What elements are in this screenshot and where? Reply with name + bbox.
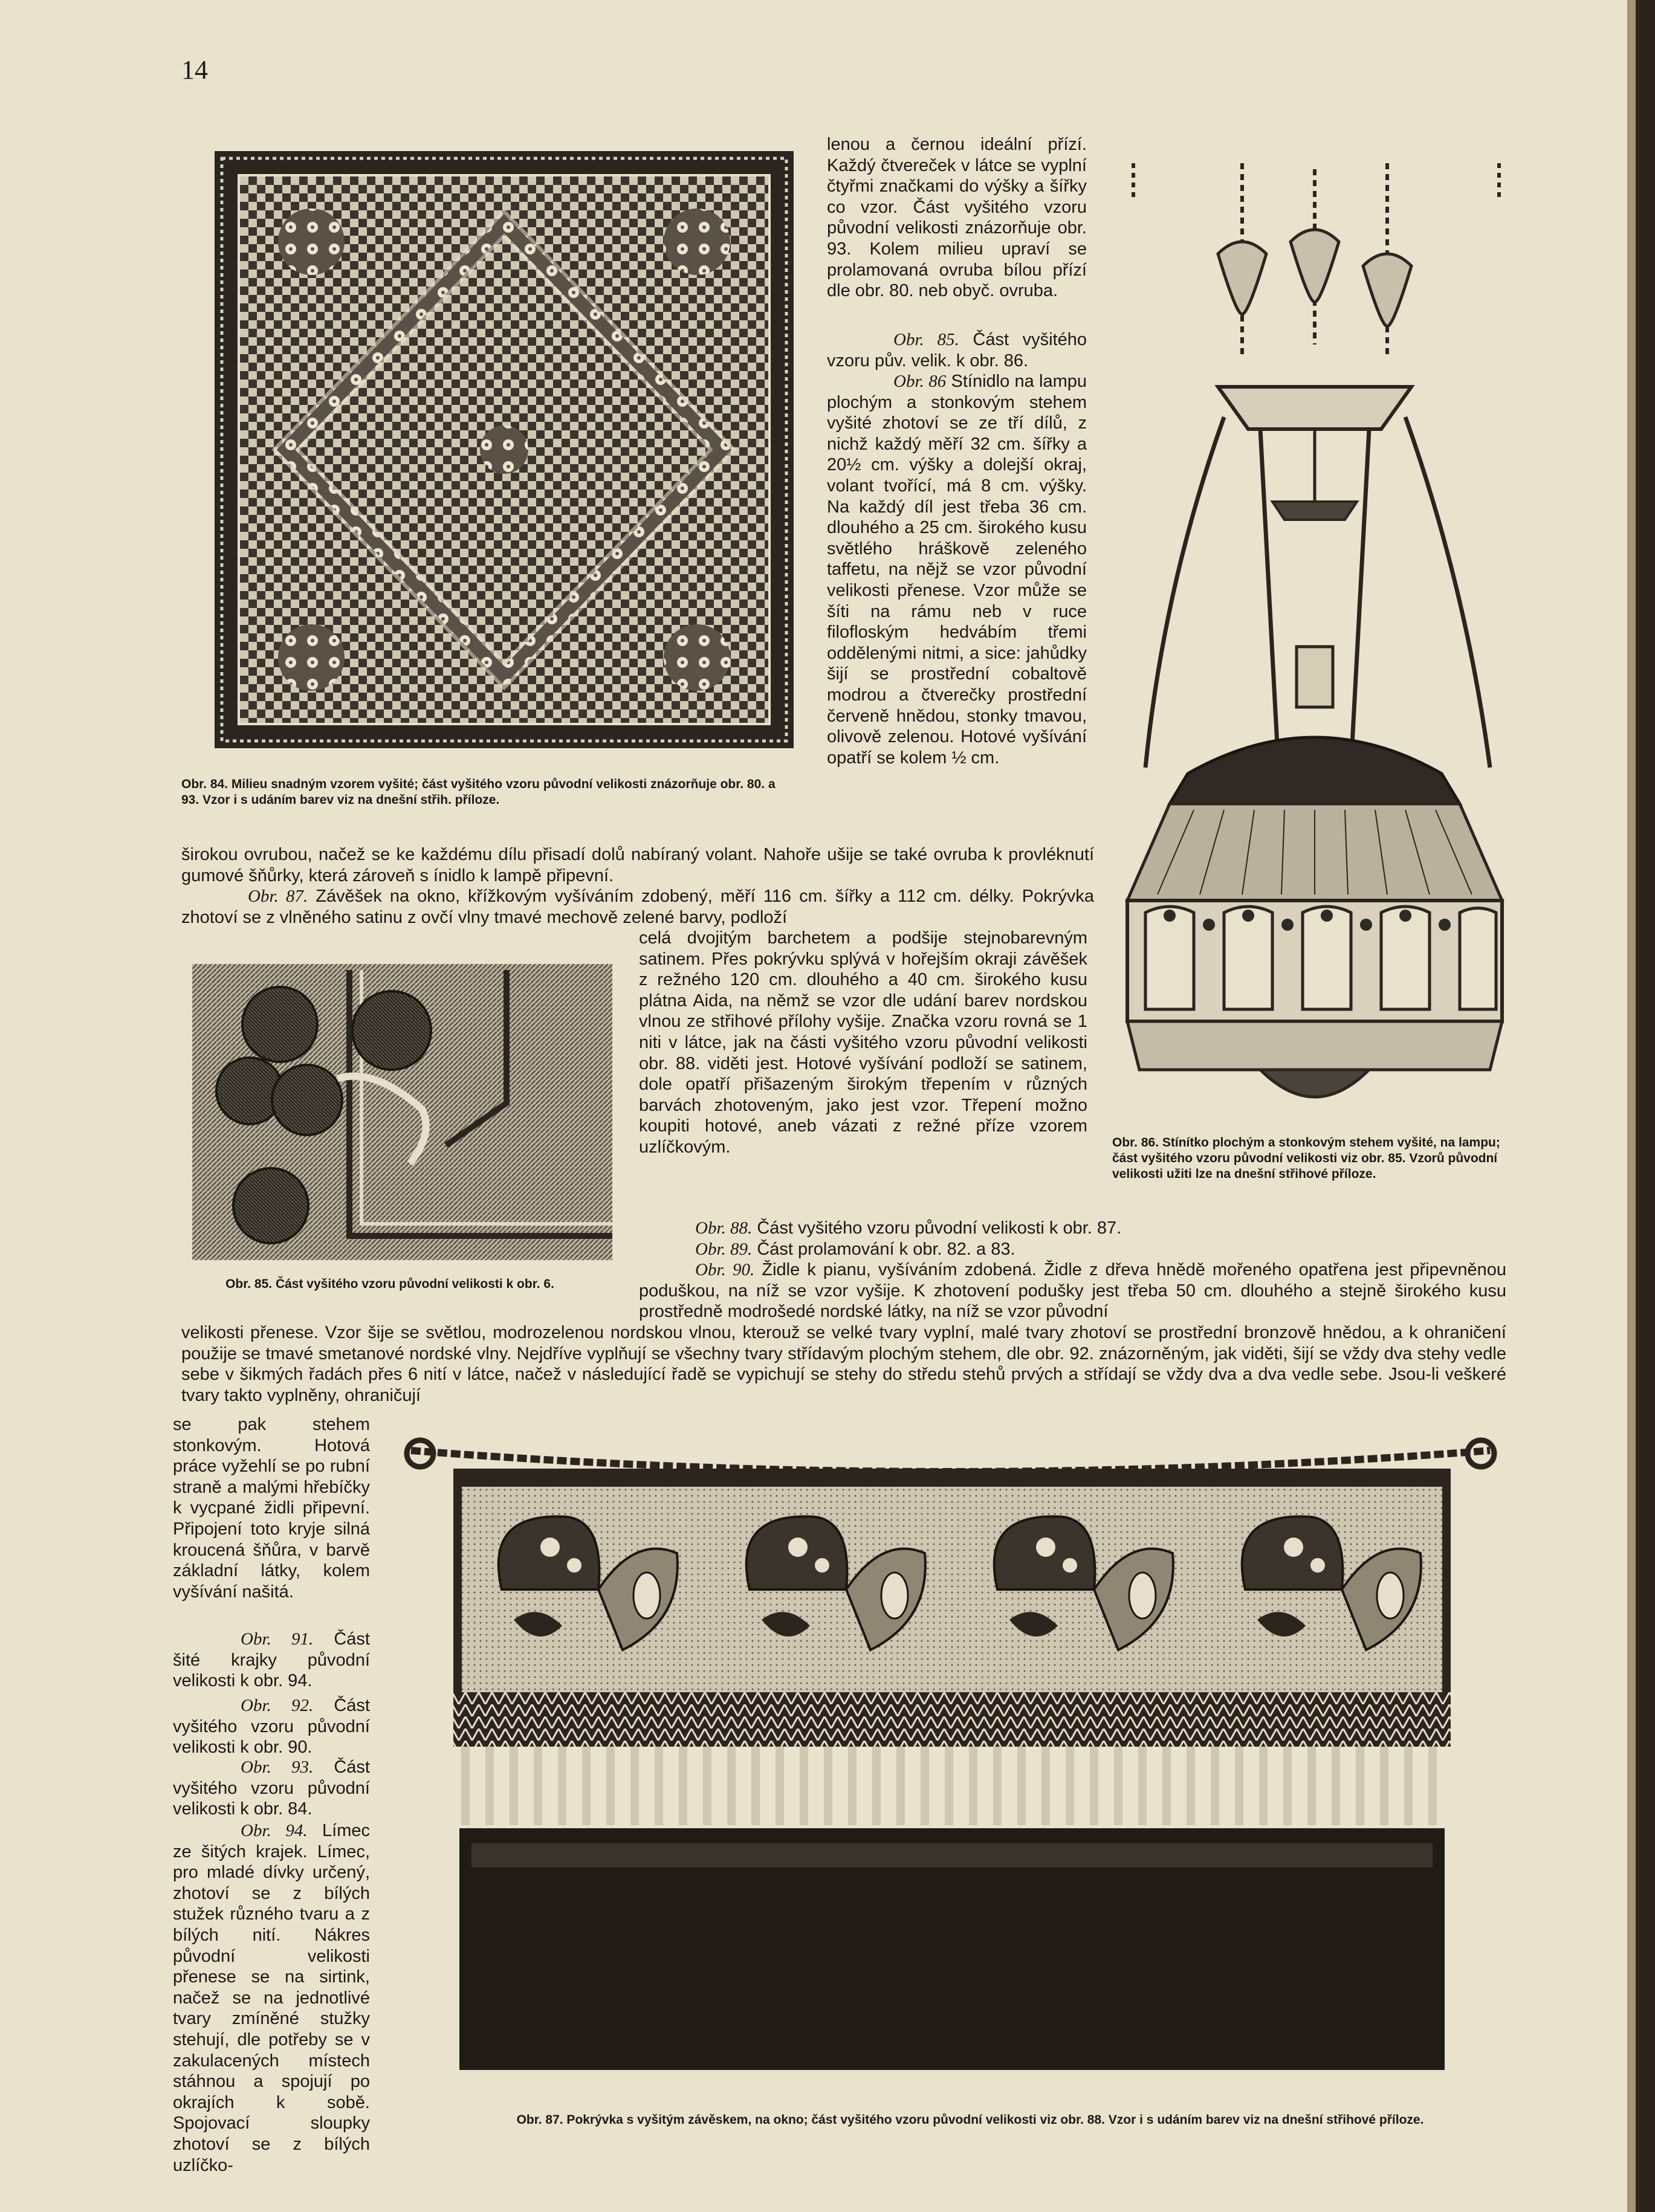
paragraph-obr-87-continued: celá dvojitým barchetem a podšije stejnobarevným satinem. Přes pokrývku splývá v hořejším okraji závěšek z režného 120 cm. dlouhého a 40 cm. širokého kusu plátna Aida, na němž se vzor dle udání barev nordskou vlnou ze střihové přílohy vyšije. Značka vzoru rovná se 1 niti v látce, jak na části vyšitého vzoru původní velikosti obr. 88. viděti jest. Hotové vyšívání podloží se satinem, dole opatří přišazeným širokým třepením v různých barvách zhotoveným, jako jest vzor. Třepení možno koupiti hotové, aneb vázati z režné příze vzorem uzlíčkovým. <box>639 928 1087 1157</box>
obr-86-label: Obr. 86 <box>893 372 947 391</box>
paragraph-obr-86 <box>827 371 1087 768</box>
paragraph-obr-91 <box>173 1629 370 1692</box>
obr-90-text: Židle k pianu, vyšíváním zdobená. Židle z dřeva hnědě mořeného opatřena jest připevněnou poduškou, na níž se vzor vyšije. K zhotovení podušky jest třeba 50 cm. dlouhého a stejně širokého kusu prostředně modrošedé nordské látky, na níž se vzor původní <box>639 1260 1507 1322</box>
paragraph-obr-90-continued: velikosti přenese. Vzor šije se světlou, modrozelenou nordskou vlnou, kterouž se velké tvary vyplní, malé tvary zhotoví se prostřední bronzově hnědou, a k ohraničení použije se tmavé smetanové nordské vlny. Nejdříve vyplňují se všechny tvary střídavým plochým stehem, dle obr. 92. znázorněným, jak viděti, šijí se vždy dva stehy vedle sebe v šikmých řadách přes 6 nití v látce, načež v následující řadě se vypichují se stehy do středu stehů prvých a střídají se vždy dva a dva vedle sebe. Jsou-li veškeré tvary takto vyplněny, ohraničují <box>181 1323 1506 1405</box>
obr-87-label: Obr. 87. <box>248 887 308 906</box>
figure-85-embroidery <box>192 964 612 1260</box>
obr-85-text: Část vyšitého vzoru pův. velik. k obr. 86. <box>827 330 1087 370</box>
obr-94-label: Obr. 94. <box>241 1821 308 1840</box>
figure-86-lamp <box>1121 163 1508 1124</box>
figure-86-caption: Obr. 86. Stínítko plochým a stonkovým stehem vyšité, na lampu; část vyšitého vzoru původní velikosti viz obr. 85. Vzorů původní velikosti užiti lze na dnešní střihové příloze. <box>1112 1136 1500 1181</box>
paragraph-obr-89 <box>695 1239 1239 1260</box>
paragraph-obr-86-continued: širokou ovrubou, načež se ke každému dílu přisadí dolů nabíraný volant. Nahoře ušije se také ovruba k provléknutí gumové šňůrky, která zároveň s ínidlo k lampě připevní. <box>181 845 1094 885</box>
figure-87-window-cover <box>399 1426 1502 2079</box>
obr-92-label: Obr. 92. <box>241 1696 314 1715</box>
obr-89-label: Obr. 89. <box>695 1240 753 1259</box>
obr-89-text: Část prolamování k obr. 82. a 83. <box>757 1240 1015 1259</box>
paragraph-col1-intro: lenou a černou ideální přízí. Každý čtvereček v látce se vyplní čtyřmi značkami do výšky a šířky co vzor. Část vyšitého vzoru původní velikosti znázorňuje obr. 93. Kolem milieu upraví se prolamovaná ovruba bílou přízí dle obr. 80. neb obyč. ovruba. <box>827 135 1087 301</box>
figure-84-milieu <box>215 151 794 748</box>
obr-87-text: Závěšek na okno, křížkovým vyšíváním zdobený, měří 116 cm. šířky a 112 cm. délky. Pokrývka zhotoví se z vlněného satinu z ovčí vlny tmavé mechově zelené barvy, podloží <box>181 887 1094 927</box>
obr-91-text: Část šité krajky původní velikosti k obr. 94. <box>173 1629 370 1691</box>
obr-86-text: Stínidlo na lampu plochým a stonkovým stehem vyšité zhotoví se ze tří dílů, z nichž každý měří 32 cm. šířky a 20½ cm. výšky a dolejší okraj, volant tvořící, má 8 cm. výšky. Na každý díl jest třeba 36 cm. dlouhého a 25 cm. širokého kusu světlého hráškově zeleného taffetu, na nějž se vzor původní velikosti přenese. Vzor může se šíti na rámu neb v ruce filofloským hedvábím třemi oddělenými nitmi, a sice: jahůdky šijí se prostřední cobaltově modrou a čtverečky prostřední červeně hnědou, stonky tmavou, olivově zelenou. Hotové vyšívání opatří se kolem ½ cm. <box>827 372 1087 768</box>
obr-93-label: Obr. 93. <box>241 1758 314 1777</box>
figure-84-caption: Obr. 84. Milieu snadným vzorem vyšité; část vyšitého vzoru původní velikosti znázorňuje obr. 80. a 93. Vzor i s udáním barev viz na dnešní střih. příloze. <box>181 777 776 807</box>
obr-93-text: Část vyšitého vzoru původní velikosti k obr. 84. <box>173 1758 370 1819</box>
paragraph-left-column: se pak stehem stonkovým. Hotová práce vyžehlí se po rubní straně a malými hřebíčky k vycpané židli připevní. Připojení toto kryje silná kroucená šňůra, v barvě základní látky, kolem vyšívání našitá. <box>173 1415 370 1602</box>
paragraph-obr-93 <box>173 1757 370 1820</box>
paragraph-obr-92 <box>173 1695 370 1758</box>
obr-92-text: Část vyšitého vzoru původní velikosti k obr. 90. <box>173 1696 370 1758</box>
obr-94-text: Límec ze šitých krajek. Límec, pro mladé dívky určený, zhotoví se z bílých stužek různého tvaru a z bílých nití. Nákres původní velikosti přenese se na sirtink, načež se na jednotlivé tvary zmíněné stužky stehují, dle potřeby se v zakulacených místech stáhnou a spojují po okrajích k sobě. Spojovací sloupky zhotoví se z bílých uzlíčko- <box>173 1821 370 2175</box>
obr-85-label: Obr. 85. <box>893 330 959 349</box>
obr-90-label: Obr. 90. <box>695 1260 755 1279</box>
obr-88-text: Část vyšitého vzoru původní velikosti k obr. 87. <box>757 1218 1122 1238</box>
page-number: 14 <box>181 55 208 85</box>
page-dark-edge <box>1636 0 1655 2212</box>
figure-85-caption: Obr. 85. Část vyšitého vzoru původní velikosti k obr. 6. <box>225 1277 554 1291</box>
page-binding-edge <box>1627 0 1636 2212</box>
paragraph-obr-88 <box>695 1218 1239 1239</box>
figure-87-caption: Obr. 87. Pokrývka s vyšitým závěskem, na okno; část vyšitého vzoru původní velikosti viz obr. 88. Vzor i s udáním barev viz na dnešní střihové příloze. <box>516 2113 1424 2127</box>
paragraph-obr-87 <box>181 886 1094 928</box>
paragraph-obr-94 <box>173 1820 370 2176</box>
obr-91-label: Obr. 91. <box>241 1629 314 1649</box>
paragraph-obr-85 <box>827 329 1087 371</box>
paragraph-obr-90 <box>639 1260 1506 1322</box>
obr-88-label: Obr. 88. <box>695 1218 753 1238</box>
